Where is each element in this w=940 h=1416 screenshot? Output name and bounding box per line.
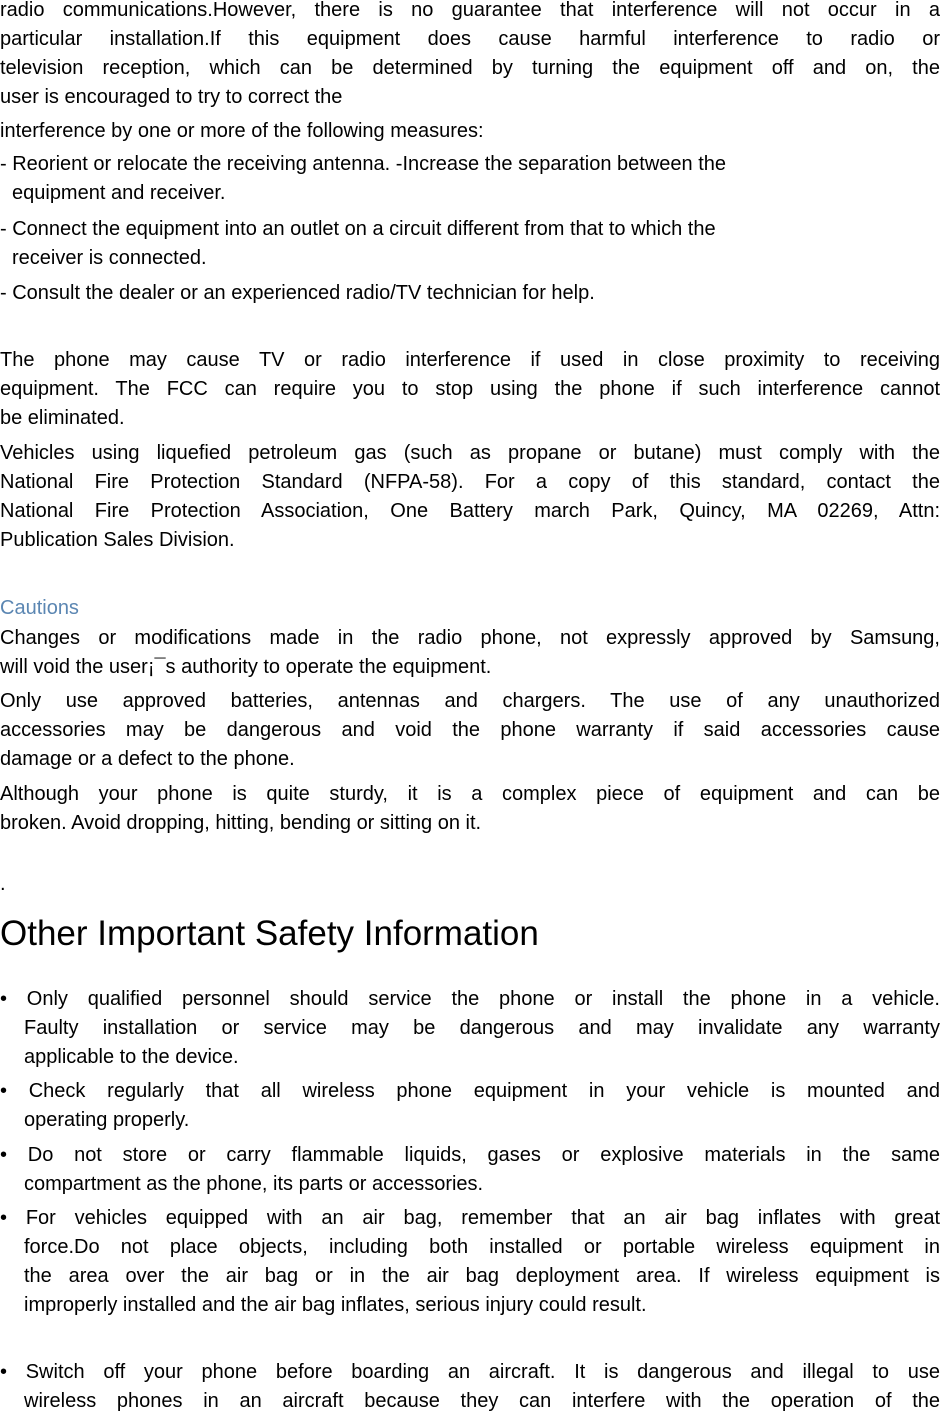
measures-intro: interference by one or more of the following measures: bbox=[0, 120, 484, 142]
text-line: Vehicles using liquefied petroleum gas (such as propane or butane) must comply with the bbox=[0, 442, 940, 464]
text-line: The phone may cause TV or radio interference if used in close proximity to receiving bbox=[0, 349, 940, 371]
cautions-heading: Cautions bbox=[0, 597, 79, 619]
text-line: broken. Avoid dropping, hitting, bending or sitting on it. bbox=[0, 812, 482, 834]
text-line: will void the user¡¯s authority to operate the equipment. bbox=[0, 656, 492, 678]
text-line: • Switch off your phone before boarding an aircraft. It is dangerous and illegal to use bbox=[0, 1361, 940, 1383]
text-line: applicable to the device. bbox=[24, 1046, 239, 1068]
text-line: receiver is connected. bbox=[12, 247, 207, 269]
text-line: operating properly. bbox=[24, 1109, 190, 1131]
text-line: • Check regularly that all wireless phone equipment in your vehicle is mounted and bbox=[0, 1080, 940, 1102]
measure-item-3: - Consult the dealer or an experienced radio/TV technician for help. bbox=[0, 282, 595, 304]
text-line: • Do not store or carry flammable liquids, gases or explosive materials in the same bbox=[0, 1144, 940, 1166]
text-line: wireless phones in an aircraft because they can interfere with the operation of the bbox=[24, 1390, 940, 1412]
text-line: equipment. The FCC can require you to stop using the phone if such interference cannot bbox=[0, 378, 940, 400]
text-line: damage or a defect to the phone. bbox=[0, 748, 295, 770]
text-line: Changes or modifications made in the radio phone, not expressly approved by Samsung, bbox=[0, 627, 940, 649]
text-line: the area over the air bag or in the air bag deployment area. If wireless equipment is bbox=[24, 1265, 940, 1287]
text-line: be eliminated. bbox=[0, 407, 125, 429]
text-line: - Reorient or relocate the receiving antenna. -Increase the separation between the bbox=[0, 153, 726, 175]
text-line: National Fire Protection Association, One Battery march Park, Quincy, MA 02269, Attn: bbox=[0, 500, 940, 522]
text-line: Publication Sales Division. bbox=[0, 529, 235, 551]
text-line: compartment as the phone, its parts or accessories. bbox=[24, 1173, 484, 1195]
text-line: particular installation.If this equipment does cause harmful interference to radio or bbox=[0, 28, 940, 50]
text-line: improperly installed and the air bag inflates, serious injury could result. bbox=[24, 1294, 647, 1316]
separator-dot: . bbox=[0, 873, 6, 895]
text-line: • Only qualified personnel should service the phone or install the phone in a vehicle. bbox=[0, 988, 940, 1010]
text-line: Faulty installation or service may be dangerous and may invalidate any warranty bbox=[24, 1017, 940, 1039]
text-line: user is encouraged to try to correct the bbox=[0, 86, 343, 108]
text-line: equipment and receiver. bbox=[12, 182, 226, 204]
text-line: Only use approved batteries, antennas and chargers. The use of any unauthorized bbox=[0, 690, 940, 712]
section-title: Other Important Safety Information bbox=[0, 914, 539, 953]
text-line: National Fire Protection Standard (NFPA-58). For a copy of this standard, contact the bbox=[0, 471, 940, 493]
text-line: Although your phone is quite sturdy, it is a complex piece of equipment and can be bbox=[0, 783, 940, 805]
text-line: radio communications.However, there is no guarantee that interference will not occur in a bbox=[0, 0, 940, 21]
text-line: • For vehicles equipped with an air bag, remember that an air bag inflates with great bbox=[0, 1207, 940, 1229]
text-line: force.Do not place objects, including both installed or portable wireless equipment in bbox=[24, 1236, 940, 1258]
text-line: - Connect the equipment into an outlet on a circuit different from that to which the bbox=[0, 218, 716, 240]
text-line: television reception, which can be determined by turning the equipment off and on, the bbox=[0, 57, 940, 79]
text-line: accessories may be dangerous and void the phone warranty if said accessories cause bbox=[0, 719, 940, 741]
